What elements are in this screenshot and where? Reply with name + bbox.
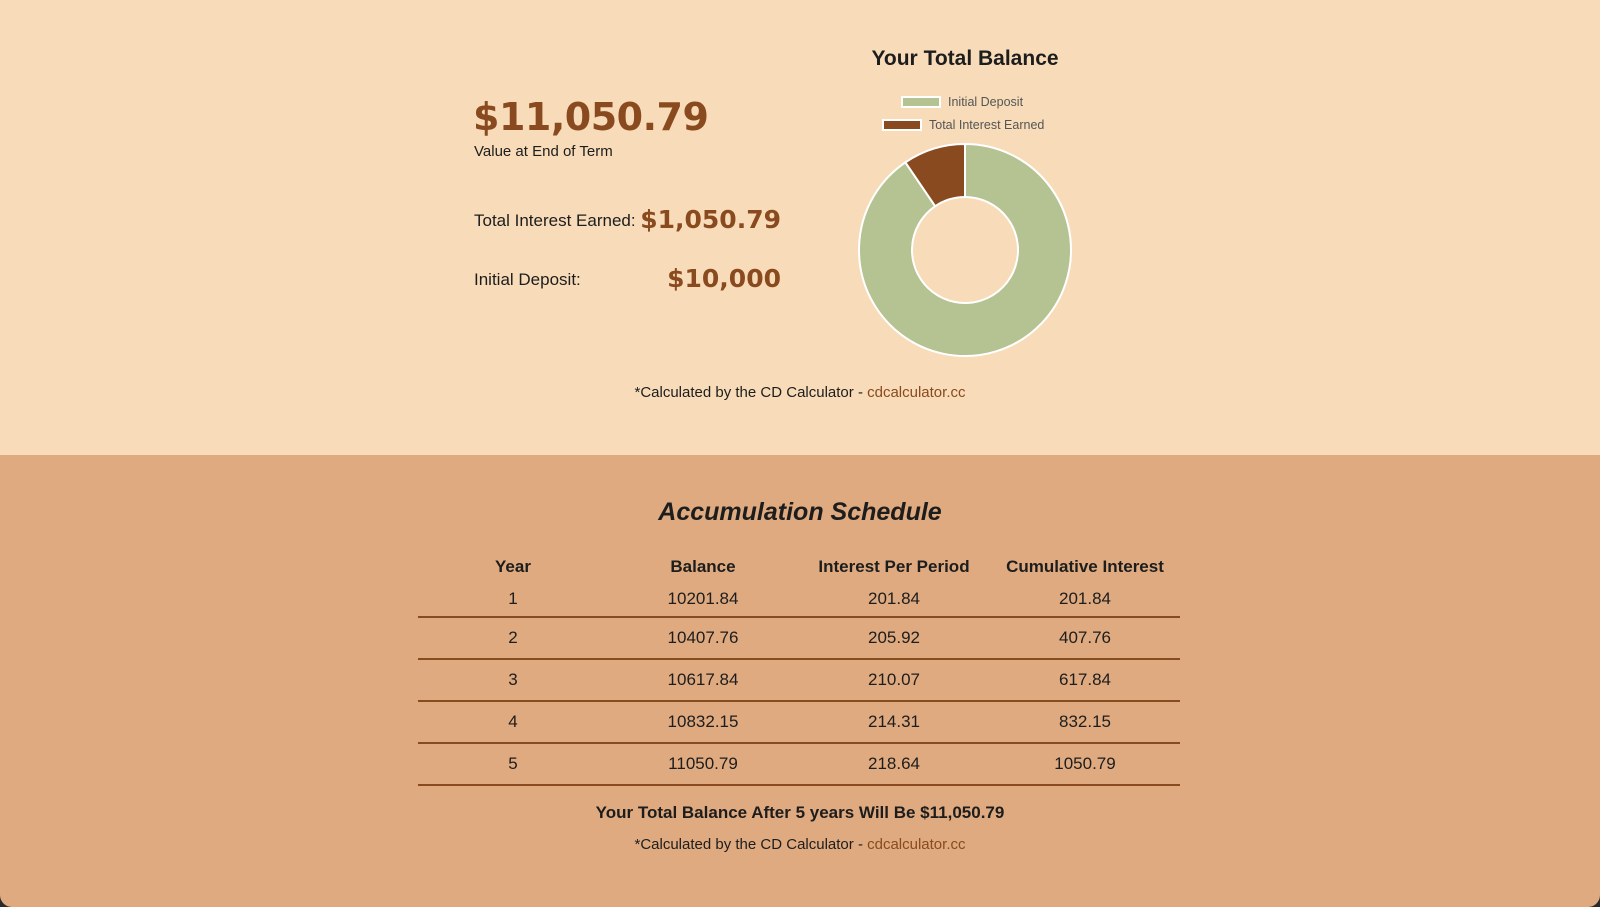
header-year: Year <box>495 557 531 576</box>
total-balance-summary: Your Total Balance After 5 years Will Be $11,050.79 <box>595 803 1005 822</box>
cell-balance: 11050.79 <box>608 743 798 785</box>
cell-interest: 214.31 <box>798 701 990 743</box>
chart-title: Your Total Balance <box>871 47 1059 70</box>
cell-year: 2 <box>418 617 608 659</box>
header-balance: Balance <box>670 557 736 576</box>
footnote-text: *Calculated by the CD Calculator - <box>634 836 868 853</box>
legend-item-interest[interactable] <box>882 117 1044 133</box>
legend-label-deposit: Initial Deposit <box>948 95 1024 109</box>
header-interest-per-period: Interest Per Period <box>818 557 970 576</box>
cell-balance: 10832.15 <box>608 701 798 743</box>
cell-cumulative: 1050.79 <box>990 743 1180 785</box>
end-value-label: Value at End of Term <box>474 143 613 160</box>
table-row <box>418 743 1180 785</box>
footnote-text: *Calculated by the CD Calculator - <box>634 384 868 401</box>
cell-balance: 10617.84 <box>608 659 798 701</box>
cell-year: 3 <box>418 659 608 701</box>
legend-item-deposit[interactable] <box>901 94 1023 110</box>
legend-swatch-deposit <box>901 96 941 108</box>
cell-year: 5 <box>418 743 608 785</box>
table-row <box>418 617 1180 659</box>
deposit-value: $10,000 <box>667 264 781 293</box>
header-cumulative-interest: Cumulative Interest <box>1006 557 1164 576</box>
legend-swatch-interest <box>882 119 922 131</box>
cell-interest: 218.64 <box>798 743 990 785</box>
cell-interest: 205.92 <box>798 617 990 659</box>
interest-label: Total Interest Earned: <box>474 211 636 230</box>
cell-interest: 210.07 <box>798 659 990 701</box>
accumulation-table <box>418 552 1180 786</box>
legend-label-interest: Total Interest Earned <box>929 118 1045 132</box>
table-row <box>418 701 1180 743</box>
balance-donut-chart <box>855 140 1075 360</box>
cell-balance: 10201.84 <box>608 582 798 617</box>
calculator-link[interactable]: cdcalculator.cc <box>867 384 966 401</box>
calculator-link[interactable]: cdcalculator.cc <box>867 836 966 853</box>
deposit-label: Initial Deposit: <box>474 270 581 289</box>
footnote-top <box>0 384 1600 401</box>
end-value: $11,050.79 <box>473 95 709 139</box>
table-row <box>418 659 1180 701</box>
table-header-row <box>418 552 1180 582</box>
cell-year: 1 <box>418 582 608 617</box>
table-row <box>418 582 1180 617</box>
cell-interest: 201.84 <box>798 582 990 617</box>
cell-year: 4 <box>418 701 608 743</box>
cell-cumulative: 201.84 <box>990 582 1180 617</box>
cell-balance: 10407.76 <box>608 617 798 659</box>
cell-cumulative: 832.15 <box>990 701 1180 743</box>
schedule-title: Accumulation Schedule <box>658 498 942 526</box>
cell-cumulative: 617.84 <box>990 659 1180 701</box>
cell-cumulative: 407.76 <box>990 617 1180 659</box>
interest-value: $1,050.79 <box>640 205 781 234</box>
footnote-bottom <box>0 836 1600 853</box>
